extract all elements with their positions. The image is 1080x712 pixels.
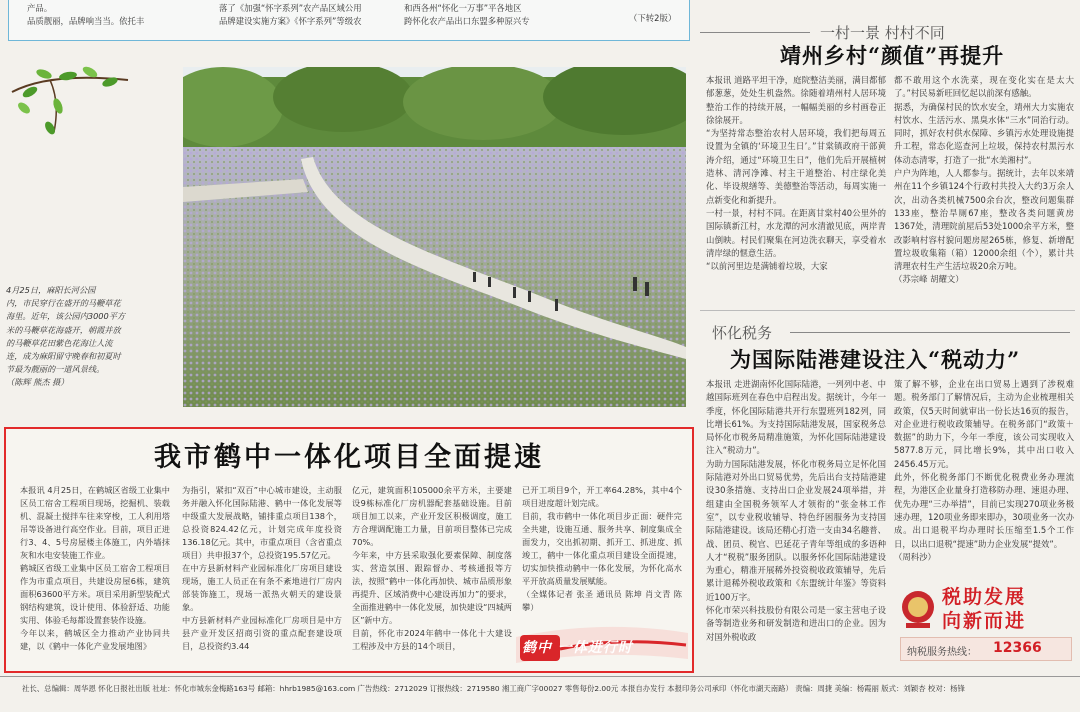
- tax-ad-banner: [900, 583, 1070, 665]
- feature-article-box: [4, 427, 694, 673]
- tax-ad-title: 税助发展 向新而进: [942, 586, 1027, 632]
- verbena-field-photo: [183, 67, 686, 407]
- continued-link[interactable]: （下转2版）: [629, 13, 677, 23]
- series-badge: [516, 619, 688, 665]
- hotline-number: 12366: [993, 640, 1042, 656]
- series-badge-text: 鹤中 一体进行时: [522, 640, 633, 656]
- feature-column-3: 亿元，建筑面积105000余平方米，主要建设9栋标准化厂房机器配套基础设施。目前项目加工以来，产业开发区积极调度，施工方合理调配施工力量，目前项目整体已完成70%。 今年来，中方县采取强化要素保障、制度落实、营造氛围、跟踪督办、考核通报等方法，按照“鹤中一体化再加快、城市品质形象再提升、区域消费中心建设再加力”的要求，全面推进鹤中一体化发展，加快建设“四城两区”新中方。 目前，怀化市2024年鹤中一体化十大建设工程涉及中方县的14个项目，: [352, 485, 512, 651]
- tax-headline: 为国际陆港建设注入“税动力”: [730, 347, 1021, 372]
- feature-column-1: 本报讯 4月25日，在鹤城区省级工业集中区员工宿舍工程项目现场，挖掘机、装载机、混凝土搅拌车往来穿梭，工人利用塔吊等设备进行高空作业。目前，项目正进行3、4、5号房屋楼主体施工，内外墙抹灰和水电安装施工作业。 鹤城区省级工业集中区员工宿舍工程项目作为市重点项目，共建设房屋6栋，建筑面积63600平方米。项目采用新型装配式钢结构建筑，设计使用、体验舒适、功能实用、体验毛每都设置套装作设施。 今年以来，鹤城区全力推动产业协同共建，以《鹤中一体化产业发展地图》: [20, 485, 170, 651]
- hotline-label: 纳税服务热线：: [907, 647, 977, 658]
- tax-column-2: 策了解不够，企业在出口贸易上遇到了涉税难题。税务部门了解情况后，主动为企业梳理相关政策，仅5天时间就审出一份长达16页的报告，对企业进行税收政策辅导。在税务部门“政策＋数据”的助力下，今年一季度，该公司实现收入5877.8万元，同比增长9%，其中出口收入2456.45万元。 此外，怀化税务部门不断优化税费业务办理流程，为港区企业量身打造移防办理、速退办理、优先办理“三办举措”，目前已实现270项业务极速办理，120项业务即来即办，30项业务一次办成。出口退税平均办理时长压缩至1.5个工作日，以出口退税“提速”助力企业发展“提效”。 （周科沙）: [894, 379, 1074, 562]
- top-band-left-text: 产品。 品质靓丽，品牌响当当。依托丰: [27, 3, 145, 26]
- village-headline: 靖州乡村“颜值”再提升: [780, 43, 1005, 68]
- village-column-2: 都不敢用这个水洗菜，现在变化实在是太大了。”村民易新旺回忆起以前深有感触。 据悉，为确保村民的饮水安全，靖州大力实施农村饮水、生活污水、黑臭水体“三水”同治行动。同时，抓好农村供水保障、乡镇污水处理设施提升工程，常态化巡查河上垃圾，保持农村黑污水体动态清零，打造了一批“水美湘村”。 户户为阵地，人人都参与。据统计，去年以来靖州在11个乡镇124个行政村共投入大约3万余人次，出动各类机械7500余台次，整改问题集群133座，整治旱厕67座，整改各类问题黄房1367处，清理院前屋后53处1000余平方米，整改影响村容村貌问题房屋265栋，修复、新增配置垃圾收集箱（箱）12000余组（个），累计共清理农村生产生活垃圾20余万吨。 （苏宗峰 胡耀文）: [894, 75, 1074, 285]
- tax-column-1: 本报讯 走进湖南怀化国际陆港，一列列中老、中越国际班列在春色中启程出发。据统计，今年一季度，怀化国际陆港共开行东盟班列182列，同比增长61%。为支持国际陆港发展，国家税务总局怀化市税务局精准施策，为怀化国际陆港建设注入“税动力”。 为助力国际陆港发展，怀化市税务局立足怀化国际陆港对外出口贸易优势，先后出台支持陆港建设30条措施、支持出口企业发展24项举措，并组建由全国税务领军人才领衔的“张金林工作室”，以专业税收辅导、特色纾困服务为支持国际陆港建设。该局还精心打造一支由34名趣普、战、团员、税官、巴延花子青年等组成的多语种人才“税税”服务团队。以服务怀化国际陆港建设为重心，精准开展稀外投资税收政策辅导，先后累计退稀外税收政策和《东盟统计年鉴》等资料近100万字。 怀化市荣兴科技股份有限公司是一家主营电子设备等制造业务和研发制造和进出口的企业。因为对国外税收政: [706, 379, 886, 642]
- village-kicker: 一村一景 村村不同: [820, 24, 945, 42]
- kicker-rule: [700, 32, 810, 33]
- village-column-1: 本报讯 道路平坦干净，庭院整洁美丽，满目都郁郁葱葱，处处生机盎然。徐随着靖州村人居环境整治工作的持续开展，一幅幅美丽的乡村画卷正徐徐展开。 “为坚持常态整治农村人居环境，我们把每周五设置为全镇的‘环境卫生日’。”甘棠镇政府干部黄涛介绍，通过“环境卫生日”，他们先后开展植树造林、清河净滩、村主干道整治、村庄绿化美化、毕设规缮等、美德整治等活动，每周实施一点新变化和新提升。 一村一景，村村不同。在距离甘棠村40公里外的国际镇新江村，水龙潭的河水清澈见底，两岸青山倒映。村民们聚集在河边洗衣聊天，享受着水清岸绿的惬意生活。 “以前河里边是满铺着垃圾，大家: [706, 75, 886, 272]
- feature-headline: 我市鹤中一体化项目全面提速: [154, 442, 544, 473]
- hotline-bar: [900, 637, 1072, 661]
- masthead-footer: [0, 676, 1080, 712]
- section-divider: [700, 310, 1075, 311]
- tax-kicker: 怀化税务: [712, 324, 773, 342]
- tax-emblem-icon: [900, 589, 936, 629]
- feature-column-4: 已开工项目9个，开工率64.28%，其中4个项目进度超计划完成。 目前，我市鹤中一体化项目步正面：硬件完全共建，设施互通、服务共享、制度集成全面发力，交出抓初期、抓开工、抓进度、抓竣工，鹤中一体化重点项目建设全面提速，切实加快推动鹤中一体化发展，为怀化高水平开放高质量发展赋能。 （全媒体记者 张圣 通讯员 陈坤 肖文青 陈攀）: [522, 485, 682, 612]
- leaf-branch-decoration: [10, 62, 130, 144]
- top-story-band: [8, 0, 690, 41]
- photo-caption: 4月25日，麻阳长河公园 内，市民穿行在盛开的马鞭草花 海里。近年，该公园内3000平方 米的马鞭草花海盛开，朝霞并放 的马鞭草花田紫色花海让人流 连，成为麻阳留守晚春和初夏时 节最为靓丽的一道风景线。 （陈辉 熊杰 摄）: [6, 285, 126, 388]
- feature-column-2: 为指引，紧扣“双百”中心城市建设，主动服务并融入怀化国际陆港、鹤中一体化发展等中级重大发展战略，铺排重点项目138个，总投资824.42亿元，计划完成年度投资136.18亿元。其中，市重点项目（含省重点项目）共申报37个，总投资195.57亿元。 在中方县新材料产业园标准化厂房项目建设现场，施工人员正在有条不紊地进行厂房内部装饰施工，现场一派热火朝天的建设景象。 中方县新材料产业园标准化厂房项目是中方县产业开发区招商引资的重点配套建设项目，总投资约3.44: [182, 485, 342, 651]
- tax-kicker-rule: [790, 332, 1070, 333]
- top-band-mid-text: 落了《加强“怀字系列”农产品区域公用 品牌建设实施方案》《怀字系列”等级农: [219, 3, 362, 26]
- footer-text: 社长、总编辑：周华恩 怀化日报社出版 社址：怀化市城东金梅路163号 邮箱：hhrb1985@163.com 广告热线：2712029 订报热线：2719580 湘工商广字00027 零售每份2.00元 本报自办发行 本报印务公司承印（怀化市湖天南路） 责编：周捷 美编：杨霞丽 版式：刘颖杏 校对：杨锋: [22, 684, 965, 693]
- top-band-right-text: 和西各州“怀化一万事”平各地区 跨怀化农产品出口东盟多种原兴专: [404, 3, 530, 26]
